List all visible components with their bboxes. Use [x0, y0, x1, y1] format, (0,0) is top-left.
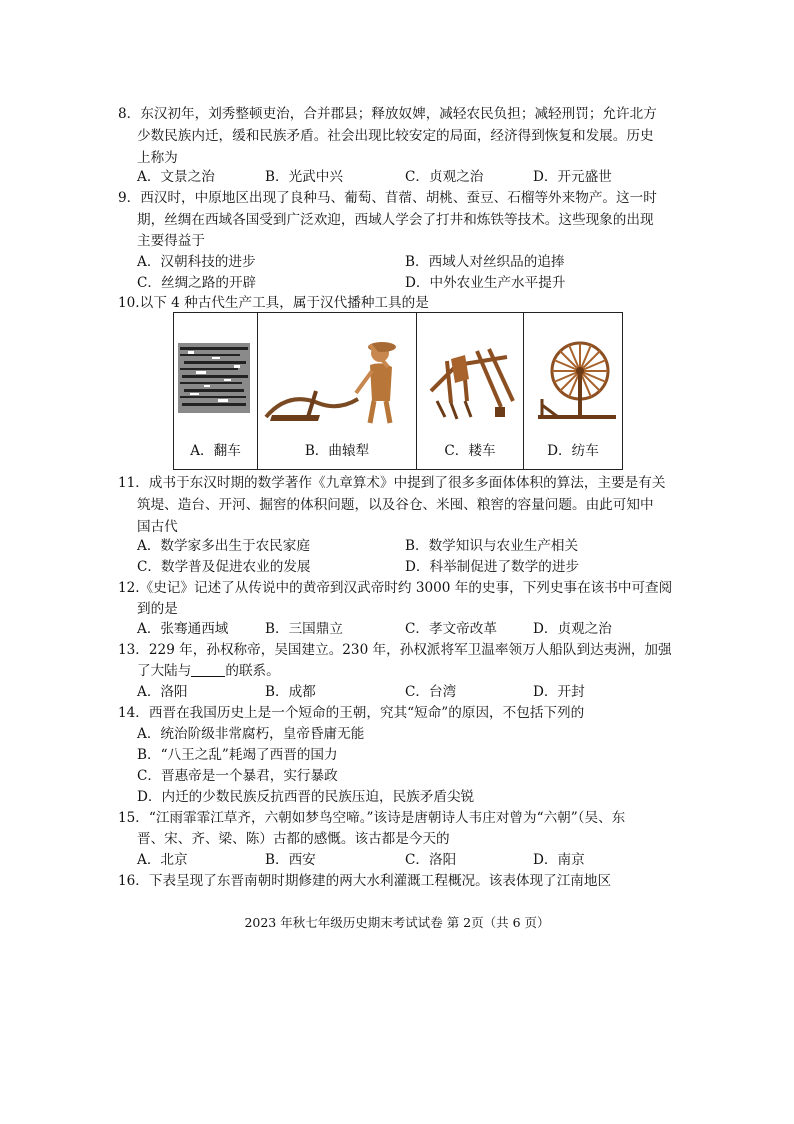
- q13-answer-blank: [191, 662, 225, 677]
- q12-option-b: B．三国鼎立: [265, 621, 343, 637]
- q8-option-d: D．开元盛世: [533, 169, 612, 185]
- q10-tool-figure: [173, 312, 623, 470]
- q14-option-d: D．内迁的少数民族反抗西晋的民族压迫，民族矛盾尖锐: [137, 789, 475, 805]
- q13-stem-after-blank: 的联系。: [225, 663, 280, 679]
- q9-option-a: A．汉朝科技的进步: [137, 254, 256, 270]
- q15-stem-line2: 晋、宋、齐、梁、陈）古都的感慨。该古都是今天的: [137, 831, 450, 847]
- q12-option-d: D．贞观之治: [533, 621, 612, 637]
- q11-option-b: B．数学知识与农业生产相关: [405, 538, 579, 554]
- q14-option-a: A．统治阶级非常腐朽，皇帝昏庸无能: [137, 726, 365, 742]
- q13-option-a: A．洛阳: [137, 684, 188, 700]
- q11-stem-line1: 11．成书于东汉时期的数学著作《九章算术》中提到了很多多面体体积的算法，主要是有关: [118, 475, 666, 491]
- q12-option-a: A．张骞通西域: [137, 621, 229, 637]
- q8-stem-line1: 8．东汉初年，刘秀整顿吏治，合并郡县；释放奴婢，减轻农民负担；减轻刑罚；允许北方: [118, 106, 657, 122]
- q13-option-d: D．开封: [533, 684, 585, 700]
- q8-option-a: A．文景之治: [137, 169, 215, 185]
- q10-caption-d: D．纺车: [547, 443, 599, 459]
- q9-stem-line3: 主要得益于: [137, 233, 205, 249]
- q15-option-b: B．西安: [265, 852, 316, 868]
- q10-caption-c: C．耧车: [444, 443, 496, 459]
- q11-option-c: C．数学普及促进农业的发展: [137, 559, 311, 575]
- square-pallet-chain-pump-image: [174, 321, 258, 431]
- q10-cell-c: [417, 313, 524, 469]
- q16-stem: 16．下表呈现了东晋南朝时期修建的两大水利灌溉工程概况。该表体现了江南地区: [118, 873, 612, 889]
- q15-option-d: D．南京: [533, 852, 585, 868]
- q11-stem-line3: 国古代: [137, 519, 178, 535]
- q13-option-c: C．台湾: [405, 684, 457, 700]
- q12-stem-line1: 12.《史记》记述了从传说中的黄帝到汉武帝时约 3000 年的史事，下列史事在该书中可查阅: [118, 580, 673, 596]
- q10-stem: 10.以下 4 种古代生产工具，属于汉代播种工具的是: [118, 295, 429, 311]
- q14-option-b: B．“八王之乱”耗竭了西晋的国力: [137, 747, 338, 763]
- q14-stem: 14．西晋在我国历史上是一个短命的王朝，究其“短命”的原因，不包括下列的: [118, 705, 585, 721]
- q8-option-b: B．光武中兴: [265, 169, 343, 185]
- seed-drill-image: [417, 321, 524, 431]
- q10-cell-a: [174, 313, 258, 469]
- q9-option-b: B．西域人对丝织品的追捧: [405, 254, 565, 270]
- q10-caption-a: A．翻车: [190, 443, 241, 459]
- curved-shaft-plow-image: [258, 321, 417, 431]
- q15-stem-line1: 15．“江雨霏霏江草齐，六朝如梦鸟空啼。”该诗是唐朝诗人韦庄对曾为“六朝”（吴、东: [118, 810, 626, 826]
- q15-option-a: A．北京: [137, 852, 188, 868]
- q13-option-b: B．成都: [265, 684, 316, 700]
- q9-option-d: D．中外农业生产水平提升: [405, 275, 566, 291]
- spinning-wheel-image: [524, 321, 622, 431]
- q8-stem-line3: 上称为: [137, 150, 178, 166]
- page-footer: 2023 年秋七年级历史期末考试试卷 第 2页（共 6 页）: [244, 915, 550, 930]
- q8-option-c: C．贞观之治: [405, 169, 484, 185]
- q9-stem-line1: 9．西汉时，中原地区出现了良种马、葡萄、苜蓿、胡桃、蚕豆、石榴等外来物产。这一时: [118, 190, 657, 206]
- q11-option-a: A．数学家多出生于农民家庭: [137, 538, 310, 554]
- q12-stem-line2: 到的是: [137, 601, 178, 617]
- q10-cell-b: [258, 313, 417, 469]
- q10-caption-b: B．曲辕犁: [304, 443, 370, 459]
- q10-cell-d: [524, 313, 622, 469]
- q12-option-c: C．孝文帝改革: [405, 621, 497, 637]
- q15-option-c: C．洛阳: [405, 852, 457, 868]
- q13-stem-line1: 13．229 年，孙权称帝，吴国建立。230 年，孙权派将军卫温率领万人船队到达夷洲，加强: [118, 642, 672, 658]
- q13-stem-line2: [137, 661, 280, 681]
- q13-stem-before-blank: 了大陆与: [137, 663, 192, 679]
- q14-option-c: C．晋惠帝是一个暴君，实行暴政: [137, 768, 338, 784]
- q9-option-c: C．丝绸之路的开辟: [137, 275, 257, 291]
- q8-stem-line2: 少数民族内迁，缓和民族矛盾。社会出现比较安定的局面，经济得到恢复和发展。历史: [137, 128, 654, 144]
- q11-stem-line2: 筑堤、造台、开河、掘窖的体积问题，以及谷仓、米囤、粮窖的容量问题。由此可知中: [137, 497, 654, 513]
- q9-stem-line2: 期，丝绸在西域各国受到广泛欢迎，西域人学会了打井和炼铁等技术。这些现象的出现: [137, 212, 654, 228]
- q11-option-d: D．科举制促进了数学的进步: [405, 559, 580, 575]
